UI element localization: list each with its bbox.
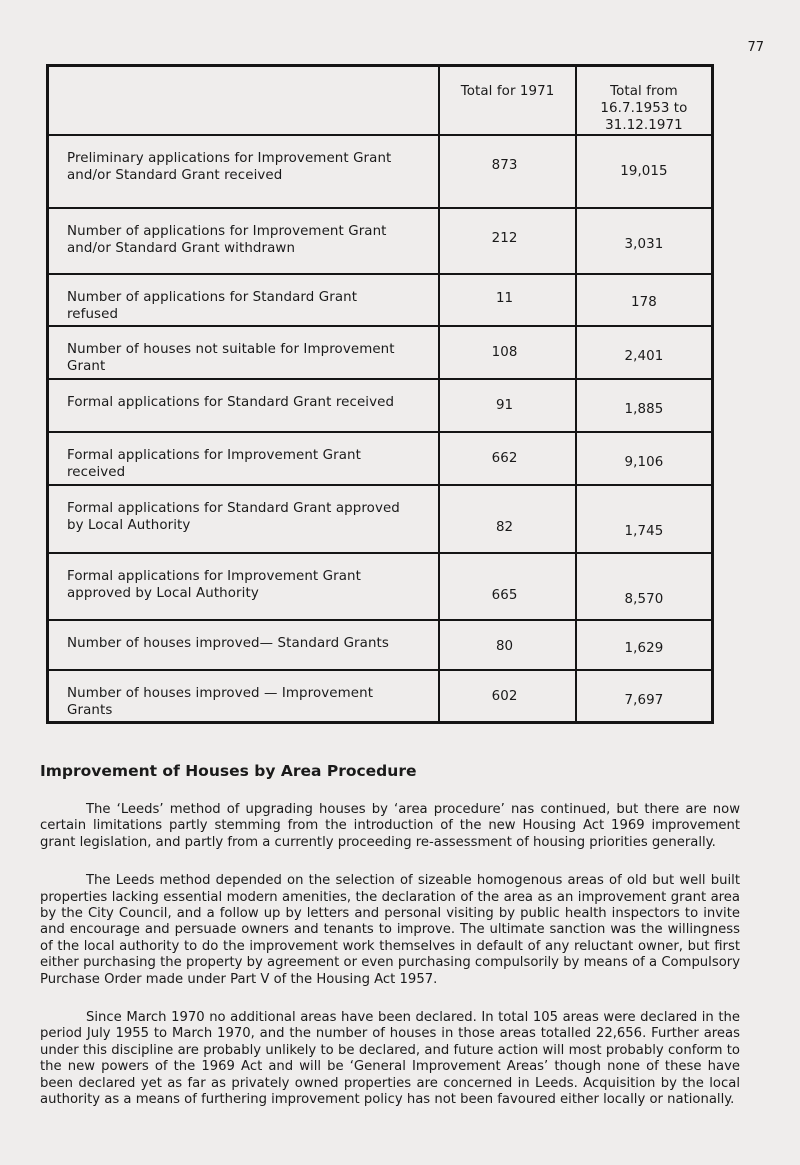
section-paragraph: Since March 1970 no additional areas have been declared. In total 105 areas were declared in the period July 1955 to March 1970, and the number of houses in those areas totalled 22,656. Further areas under this discipline are probably unlikely to be declared, and future action will most probably conform to the new powers of the 1969 Act and will be ‘General Improvement Areas’ though none of these have been declared yet as far as privately owned properties are concerned in Leeds. Acquisition by the local authority as a means of furthering improvement policy has not been favoured either locally or nationally.	[40, 1010, 740, 1108]
row-label: Formal applications for Standard Grant received	[48, 379, 440, 432]
row-year-value: 80	[439, 620, 576, 670]
table-row	[48, 326, 713, 379]
row-label: Number of houses improved— Standard Grants	[48, 620, 440, 670]
row-total-value: 2,401	[576, 326, 713, 379]
row-year-value: 212	[439, 208, 576, 274]
row-year-value: 602	[439, 670, 576, 722]
row-year-value: 108	[439, 326, 576, 379]
row-year-value: 82	[439, 485, 576, 553]
table-row	[48, 379, 713, 432]
row-label: Formal applications for Improvement Grant received	[48, 432, 440, 485]
row-label: Preliminary applications for Improvement Grant and/or Standard Grant received	[48, 135, 440, 208]
table-row	[48, 432, 713, 485]
table-row	[48, 274, 713, 326]
row-year-value: 873	[439, 135, 576, 208]
section-paragraph: The ‘Leeds’ method of upgrading houses by ‘area procedure’ nas continued, but there are now certain limitations partly stemming from the introduction of the new Housing Act 1969 improvement grant legislation, and partly from a currently proceeding re-assessment of housing priorities generally.	[40, 802, 740, 850]
row-total-value: 8,570	[576, 553, 713, 620]
row-total-value: 9,106	[576, 432, 713, 485]
table-row	[48, 670, 713, 722]
header-label-cell	[48, 66, 440, 136]
table-row	[48, 208, 713, 274]
row-year-value: 11	[439, 274, 576, 326]
row-label: Formal applications for Improvement Grant approved by Local Authority	[48, 553, 440, 620]
grant-statistics-table	[46, 64, 714, 724]
table-row	[48, 620, 713, 670]
row-label: Number of houses improved — Improvement Grants	[48, 670, 440, 722]
table-row	[48, 485, 713, 553]
row-year-value: 662	[439, 432, 576, 485]
row-label: Number of applications for Standard Grant refused	[48, 274, 440, 326]
row-total-value: 19,015	[576, 135, 713, 208]
row-label: Number of applications for Improvement Grant and/or Standard Grant withdrawn	[48, 208, 440, 274]
row-total-value: 3,031	[576, 208, 713, 274]
row-year-value: 91	[439, 379, 576, 432]
row-total-value: 7,697	[576, 670, 713, 722]
row-total-value: 178	[576, 274, 713, 326]
header-total-cumulative: Total from 16.7.1953 to 31.12.1971	[576, 66, 713, 136]
header-total-1971: Total for 1971	[439, 66, 576, 136]
row-label: Number of houses not suitable for Improvement Grant	[48, 326, 440, 379]
section-paragraph: The Leeds method depended on the selection of sizeable homogenous areas of old but well built properties lacking essential modern amenities, the declaration of the area as an improvement grant area by the City Council, and a follow up by letters and personal visiting by public health inspectors to invite and encourage and persuade owners and tenants to improve. The ultimate sanction was the willingness of the local authority to do the improvement work themselves in default of any reluctant owner, but first either purchasing the property by agreement or even purchasing compulsorily by means of a Compulsory Purchase Order made under Part V of the Housing Act 1957.	[40, 873, 740, 987]
row-year-value: 665	[439, 553, 576, 620]
page-number: 77	[747, 40, 764, 55]
row-total-value: 1,885	[576, 379, 713, 432]
row-total-value: 1,629	[576, 620, 713, 670]
section-heading: Improvement of Houses by Area Procedure	[40, 762, 417, 780]
table-row	[48, 553, 713, 620]
area-procedure-section	[40, 762, 740, 1131]
table-row	[48, 135, 713, 208]
table-header-row	[48, 66, 713, 136]
row-total-value: 1,745	[576, 485, 713, 553]
row-label: Formal applications for Standard Grant approved by Local Authority	[48, 485, 440, 553]
